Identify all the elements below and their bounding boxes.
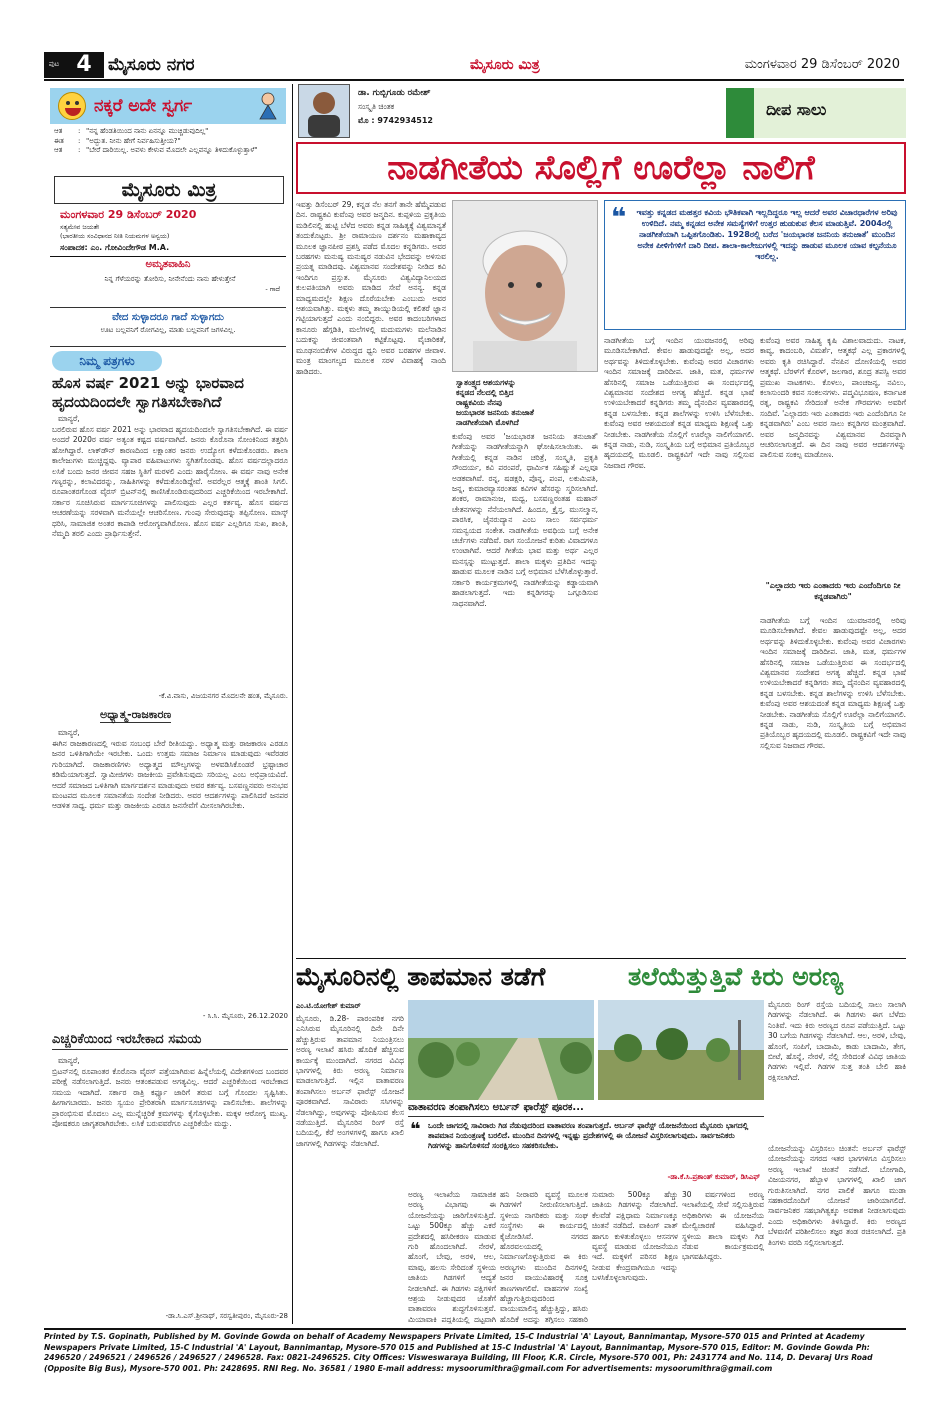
letter3-title: ಎಚ್ಚರಿಕೆಯಿಂದ ಇರಬೇಕಾದ ಸಮಯ: [52, 1032, 288, 1050]
letter2-body: ಈಗಿನ ರಾಜಕಾರಣದಲ್ಲಿ ಇರುವ ಸಂಬಂಧ ಬೇರೆ ರೀತಿಯದ್ದು. ಅಧ್ಯಾತ್ಮ ಮತ್ತು ರಾಜಕಾರಣ ಎರಡೂ ಜನರ ಒಳಿತಿಗಾಗಿಯೇ ಇರಬೇಕು. ಒಂದು ಉತ್ತಮ ಸಮಾಜ ನಿರ್ಮಾಣ ಮಾಡುವುದು ಇವೆರಡರ ಗುರಿಯಾಗಿದೆ. ರಾಜಕಾರಣಿಗಳು ಅಧ್ಯಾತ್ಮದ ಮೌಲ್ಯಗಳನ್ನು ಅಳವಡಿಸಿಕೊಂಡರೆ ಭ್ರಷ್ಟಾಚಾರ ಕಡಿಮೆಯಾಗುತ್ತದೆ. ಸ್ವಾಮೀಜಿಗಳು ರಾಜಕೀಯ ಪ್ರವೇಶಿಸುವುದು ಸರಿಯಲ್ಲ ಎಂಬ ಅಭಿಪ್ರಾಯವಿದೆ. ಆದರೆ ಸಮಾಜದ ಒಳಿತಿಗಾಗಿ ಮಾರ್ಗದರ್ಶನ ಮಾಡುವುದು ಅವರ ಕರ್ತವ್ಯ. ಬಸವಣ್ಣನವರು ಅನುಭವ ಮಂಟಪದ ಮೂಲಕ ಸಮಾನತೆಯ ಸಂದೇಶ ನೀಡಿದರು. ಅವರ ಆದರ್ಶಗಳನ್ನು ಪಾಲಿಸಿದರೆ ಜನಪರ ಆಡಳಿತ ಸಾಧ್ಯ. ಧರ್ಮ ಮತ್ತು ರಾಜಕೀಯ ಎರಡೂ ಜನಸೇವೆಗೆ ಮೀಸಲಾಗಿರಬೇಕು.: [52, 739, 288, 811]
author-role: ಸಂಸ್ಕೃತಿ ಚಿಂತಕ: [358, 102, 395, 111]
poet-photo: [452, 200, 598, 372]
letter3-sign: -ಡಾ.ಸಿ.ಎಸ್.ಶ್ರೀನಾಥ್, ಸರಸ್ವತೀಪುರಂ, ಮೈಸೂರು-28: [165, 1312, 288, 1320]
cartoon-figure-icon: [256, 92, 280, 120]
dialogue-line: ಆತ : "ಬೇರೆ ದಾರಿಯಿಲ್ಲ. ಅವಳು ಕೇಳುವ ಮೊದಲೇ ಎಲ್ಲವನ್ನೂ ತಿಳಿದುಕೊಳ್ಳುತ್ತಾಳೆ": [54, 146, 258, 154]
story3-headline: ತಲೆಯೆತ್ತುತ್ತಿವೆ ಕಿರು ಅರಣ್ಯ: [628, 962, 844, 991]
amrutha-text: ನಿನ್ನ ಗೆಳೆಯರನ್ನು ತೋರಿಸು, ನೀನೇನೆಂದು ನಾನು ಹೇಳುತ್ತೇನೆ: [104, 275, 236, 283]
author-name: ಡಾ. ಗುಬ್ಬಿಗೂಡು ರಮೇಶ್: [358, 88, 431, 98]
page-header: [0, 0, 945, 78]
page-tag: ಪುಟ: [44, 52, 64, 78]
letters-banner: ನಿಮ್ಮ ಪತ್ರಗಳು: [52, 351, 162, 371]
letter1-salute: ಮಾನ್ಯರೆ,: [58, 414, 80, 423]
story2-sub: ವಾತಾವರಣ ತಂಪಾಗಿಸಲು ಅರ್ಬನ್ ಫಾರೆಸ್ಟ್ ಪೂರಕ...: [408, 1102, 584, 1113]
deepa-col4: ಕುವೆಂಪು ಅವರ ಸಾಹಿತ್ಯ ಕೃಷಿ ವಿಶಾಲವಾದುದು. ನಾಟಕ, ಕಾವ್ಯ, ಕಾದಂಬರಿ, ವಿಮರ್ಶೆ, ಆತ್ಮಕಥೆ ಎಲ್ಲ ಪ್ರಕಾರಗಳಲ್ಲಿ ಅವರು ಕೃತಿ ರಚಿಸಿದ್ದಾರೆ. ನೆನಪಿನ ದೋಣಿಯಲ್ಲಿ ಅವರ ಆತ್ಮಕಥೆ. ಬೆರಳ್‌ಗೆ ಕೊರಳ್, ಜಲಗಾರ, ಶೂದ್ರ ತಪಸ್ವಿ ಅವರ ಪ್ರಮುಖ ನಾಟಕಗಳು. ಕೊಳಲು, ಪಾಂಚಜನ್ಯ, ನವಿಲು, ಕಲಾಸುಂದರಿ ಕವನ ಸಂಕಲನಗಳು. ಪದ್ಮವಿಭೂಷಣ, ಕರ್ನಾಟಕ ರತ್ನ, ರಾಷ್ಟ್ರಕವಿ ಸೇರಿದಂತೆ ಅನೇಕ ಗೌರವಗಳು ಅವರಿಗೆ ಸಂದಿವೆ. 'ಎಲ್ಲಾದರು ಇರು ಎಂತಾದರು ಇರು ಎಂದೆಂದಿಗೂ ನೀ ಕನ್ನಡವಾಗಿರು' ಎಂಬ ಅವರ ಸಾಲು ಕನ್ನಡಿಗರ ಮಂತ್ರವಾಗಿದೆ. ಅವರ ಜನ್ಮದಿನವನ್ನು ವಿಶ್ವಮಾನವ ದಿನವನ್ನಾಗಿ ಆಚರಿಸಲಾಗುತ್ತದೆ. ಈ ದಿನ ನಾವು ಅವರ ಆದರ್ಶಗಳನ್ನು ಪಾಲಿಸುವ ಸಂಕಲ್ಪ ಮಾಡೋಣ.: [760, 336, 906, 460]
laughing-face-icon: [58, 92, 86, 120]
letter3-body: ಬ್ರಿಟನ್‌ನಲ್ಲಿ ರೂಪಾಂತರ ಕೊರೊನಾ ವೈರಸ್ ಪತ್ತೆಯಾಗಿರುವ ಹಿನ್ನೆಲೆಯಲ್ಲಿ ವಿದೇಶಗಳಿಂದ ಬಂದವರ ಪರೀಕ್ಷೆ ನಡೆಸಲಾಗುತ್ತಿದೆ. ಜನರು ಆತಂಕಪಡುವ ಅಗತ್ಯವಿಲ್ಲ. ಆದರೆ ಎಚ್ಚರಿಕೆಯಿಂದ ಇರಬೇಕಾದ ಸಮಯ ಇದಾಗಿದೆ. ಸರ್ಕಾರ ರಾತ್ರಿ ಕರ್ಫ್ಯೂ ಜಾರಿಗೆ ತರುವ ಬಗ್ಗೆ ಗೊಂದಲ ಸೃಷ್ಟಿಸಿತು. ಹೀಗಾಗಬಾರದು. ಜನರು ಸ್ವಯಂ ಪ್ರೇರಿತರಾಗಿ ಮಾರ್ಗಸೂಚಿಗಳನ್ನು ಪಾಲಿಸಬೇಕು. ಶಾಲೆಗಳನ್ನು ಪ್ರಾರಂಭಿಸುವ ಮೊದಲು ಎಲ್ಲ ಮುನ್ನೆಚ್ಚರಿಕೆ ಕ್ರಮಗಳನ್ನು ಕೈಗೊಳ್ಳಬೇಕು. ಮಕ್ಕಳ ಆರೋಗ್ಯ ಮುಖ್ಯ. ಪೋಷಕರೂ ಜಾಗೃತರಾಗಿರಬೇಕು. ಲಸಿಕೆ ಬರುವವರೆಗೂ ಎಚ್ಚರಿಕೆಯೇ ಮದ್ದು.: [52, 1067, 288, 1129]
letter1-title: ಹೊಸ ವರ್ಷ 2021 ಅನ್ನು ಭಾರವಾದ ಹೃದಯದಿಂದಲೇ ಸ್ವಾಗತಿಸಬೇಕಾಗಿದೆ: [52, 374, 244, 411]
letter3-salute: ಮಾನ್ಯರೆ,: [58, 1056, 80, 1065]
story2-col2: ಅರಣ್ಯ ಇಲಾಖೆಯ ಸಾಮಾಜಿಕ ಅರಣ್ಯ ವಿಭಾಗವು ಈ ಯೋಜನೆಯನ್ನು ಜಾರಿಗೊಳಿಸುತ್ತಿದೆ. ಒಟ್ಟು 500ಕ್ಕೂ ಹೆಚ್ಚು ಎಕರೆ ಪ್ರದೇಶದಲ್ಲಿ ಹಸಿರೀಕರಣ ಮಾಡುವ ಗುರಿ ಹೊಂದಲಾಗಿದೆ. ನೇರಳೆ, ಹೊಂಗೆ, ಬೇವು, ಅರಳಿ, ಆಲ, ಮಾವು, ಹಲಸು ಸೇರಿದಂತೆ ಸ್ಥಳೀಯ ಜಾತಿಯ ಗಿಡಗಳಿಗೆ ಆದ್ಯತೆ ನೀಡಲಾಗಿದೆ. ಈ ಗಿಡಗಳು ಪಕ್ಷಿಗಳಿಗೆ ಆಶ್ರಯ ನೀಡುವುದರ ಜೊತೆಗೆ ವಾತಾವರಣ ಶುದ್ಧಗೊಳಿಸುತ್ತವೆ. ಮಿಯಾವಾಕಿ ಪದ್ಧತಿಯಲ್ಲಿ ದಟ್ಟವಾಗಿ: [408, 1190, 496, 1324]
author-photo: [298, 84, 350, 138]
quote-mark-icon: ❝: [611, 203, 627, 233]
letter2-salute: ಮಾನ್ಯರೆ,: [58, 728, 80, 737]
poet-caption: ಸ್ವಾತಂತ್ರ್ಯದ ಆಶಯಗಳನ್ನು ಕನ್ನಡದ ನೆಲದಲ್ಲಿ ಬಿತ್ತಿದ ರಾಷ್ಟ್ರಕವಿಯ ನೆನಪು ಜಯಭಾರತ ಜನನಿಯ ತನುಜಾತೆ ನಾಡಗೀತೆಯಾಗಿ ಮೊಳಗಿದೆ: [456, 378, 534, 427]
deepa-col3: ನಾಡಗೀತೆಯ ಬಗ್ಗೆ ಇಂದಿನ ಯುವಜನರಲ್ಲಿ ಅರಿವು ಮೂಡಿಸಬೇಕಾಗಿದೆ. ಕೇವಲ ಹಾಡುವುದಷ್ಟೇ ಅಲ್ಲ, ಅದರ ಅರ್ಥವನ್ನು ತಿಳಿದುಕೊಳ್ಳಬೇಕು. ಕುವೆಂಪು ಅವರ ವಿಚಾರಗಳು ಇಂದಿನ ಸಮಾಜಕ್ಕೆ ದಾರಿದೀಪ. ಜಾತಿ, ಮತ, ಧರ್ಮಗಳ ಹೆಸರಿನಲ್ಲಿ ಸಮಾಜ ಒಡೆಯುತ್ತಿರುವ ಈ ಸಂದರ್ಭದಲ್ಲಿ ವಿಶ್ವಮಾನವ ಸಂದೇಶದ ಅಗತ್ಯ ಹೆಚ್ಚಿದೆ. ಕನ್ನಡ ಭಾಷೆ ಉಳಿಯಬೇಕಾದರೆ ಕನ್ನಡಿಗರು ತಮ್ಮ ದೈನಂದಿನ ವ್ಯವಹಾರದಲ್ಲಿ ಕನ್ನಡ ಬಳಸಬೇಕು. ಕನ್ನಡ ಶಾಲೆಗಳನ್ನು ಉಳಿಸಿ ಬೆಳೆಸಬೇಕು. ಕುವೆಂಪು ಅವರ ಆಶಯದಂತೆ ಕನ್ನಡ ಮಾಧ್ಯಮ ಶಿಕ್ಷಣಕ್ಕೆ ಒತ್ತು ನೀಡಬೇಕು. ನಾಡಗೀತೆಯ ಸೊಲ್ಲಿಗೆ ಊರೆಲ್ಲಾ ನಾಲಿಗೆಯಾಗಲಿ. ಕನ್ನಡ ನಾಡು, ನುಡಿ, ಸಂಸ್ಕೃತಿಯ ಬಗ್ಗೆ ಅಭಿಮಾನ ಪ್ರತಿಯೊಬ್ಬರ ಹೃದಯದಲ್ಲಿ ಮೂಡಲಿ. ರಾಷ್ಟ್ರಕವಿಗೆ ಇದೇ ನಾವು ಸಲ್ಲಿಸುವ ನಿಜವಾದ ಗೌರವ.: [604, 336, 754, 470]
story2-headline: ಮೈಸೂರಿನಲ್ಲಿ ತಾಪಮಾನ ತಡೆಗೆ: [296, 962, 546, 991]
veda-title: ವೇದ ಸುಳ್ಳಾದರೂ ಗಾದೆ ಸುಳ್ಳಾಗದು: [112, 312, 224, 323]
quote-mark-icon: ❝: [410, 1119, 421, 1140]
amrutha-title: ಅಮೃತವಾಹಿನಿ: [145, 259, 191, 270]
dialogue-line: ಆತ : "ನನ್ನ ಹೆಂಡತಿಯಿಂದ ನಾನು ಏನನ್ನೂ ಮುಚ್ಚಿಡುವುದಿಲ್ಲ": [54, 127, 209, 135]
nakkare-banner: [50, 88, 286, 124]
story2-col1: ಮೈಸೂರು, ಡಿ.28- ಪಾರಂಪರಿಕ ನಗರಿ ಎನಿಸಿರುವ ಮೈಸೂರಿನಲ್ಲಿ ದಿನೇ ದಿನೇ ಹೆಚ್ಚುತ್ತಿರುವ ತಾಪಮಾನ ನಿಯಂತ್ರಿಸಲು ಅರಣ್ಯ ಇಲಾಖೆ ಹಸಿರು ಹೊದಿಕೆ ಹೆಚ್ಚಿಸುವ ಕಾರ್ಯಕ್ಕೆ ಮುಂದಾಗಿದೆ. ನಗರದ ವಿವಿಧ ಭಾಗಗಳಲ್ಲಿ ಕಿರು ಅರಣ್ಯ ನಿರ್ಮಾಣ ಮಾಡಲಾಗುತ್ತಿದೆ. ಇಲ್ಲಿನ ವಾತಾವರಣ ತಂಪಾಗಿಸಲು ಅರ್ಬನ್ ಫಾರೆಸ್ಟ್ ಯೋಜನೆ ಪೂರಕವಾಗಿದೆ. ಸಾವಿರಾರು ಸಸಿಗಳನ್ನು ನೆಡಲಾಗಿದ್ದು, ಅವುಗಳನ್ನು ಪೋಷಿಸುವ ಕೆಲಸ ನಡೆಯುತ್ತಿದೆ. ಮೈಸೂರಿನ ರಿಂಗ್ ರಸ್ತೆ ಬದಿಯಲ್ಲಿ, ಕೆರೆ ಅಂಗಳಗಳಲ್ಲಿ ಹಾಗೂ ಖಾಲಿ ಜಾಗಗಳಲ್ಲಿ ಗಿಡಗಳನ್ನು ನೆಡಲಾಗಿದೆ.: [296, 1014, 404, 1148]
author-phone: ಮೊ : 9742934512: [358, 116, 433, 125]
veda-text: ಊಟ ಬಲ್ಲವನಿಗೆ ರೋಗವಿಲ್ಲ, ಮಾತು ಬಲ್ಲವನಿಗೆ ಜಗಳವಿಲ್ಲ.: [100, 326, 236, 334]
nakkare-title: ನಕ್ಕರೆ ಅದೇ ಸ್ವರ್ಗ: [94, 96, 193, 116]
dialogue-line: ಈತ : "ಅದ್ಭುತ. ನೀನು ಹೇಗೆ ನಿರ್ವಹಿಸುತ್ತೀಯ?": [54, 136, 181, 145]
header-date: ಮಂಗಳವಾರ 29 ಡಿಸೆಂಬರ್ 2020: [744, 57, 900, 72]
amrutha-attribution: - ಗಾದೆ: [265, 285, 280, 293]
story2-col5: ಸುಮಾರು 500ಕ್ಕೂ ಹೆಚ್ಚು ಜಾತಿಯ ಗಿಡಗಳನ್ನು ನೆಡಲಾಗಿದೆ. ಕೆಲವೆಡೆ ಪಕ್ಷಿಧಾಮ ನಿರ್ಮಾಣಕ್ಕೂ ಚಿಂತನೆ ನಡೆದಿದೆ. ವಾಕಿಂಗ್ ಪಾತ್ ಹಾಗೂ ಕುಳಿತುಕೊಳ್ಳಲು ಆಸನಗಳ ವ್ಯವಸ್ಥೆ ಮಾಡುವ ಯೋಜನೆಯೂ ಇದೆ. ಮಕ್ಕಳಿಗೆ ಪರಿಸರ ಶಿಕ್ಷಣ ನೀಡುವ ಕೇಂದ್ರವಾಗಿಯೂ ಇದನ್ನು ಬಳಸಿಕೊಳ್ಳಲಾಗುವುದು.: [592, 1190, 678, 1283]
lamp-icon: [726, 88, 754, 138]
column-banner: ದೀಪ ಸಾಲು: [726, 88, 906, 138]
nakkare-dialogue: [54, 127, 284, 156]
story2-quote: ❝ ಒಂದೇ ಜಾಗದಲ್ಲಿ ಸಾವಿರಾರು ಗಿಡ ನೆಡುವುದರಿಂದ ವಾತಾವರಣ ತಂಪಾಗುತ್ತದೆ. ಅರ್ಬನ್ ಫಾರೆಸ್ಟ್ ಯೋಜನೆಯಿಂದ ಮೈಸೂರು ಭಾಗದಲ್ಲಿ ತಾಪಮಾನ ನಿಯಂತ್ರಣಕ್ಕೆ ಬರಲಿದೆ. ಮುಂದಿನ ದಿನಗಳಲ್ಲಿ ಇನ್ನಷ್ಟು ಪ್ರದೇಶಗಳಲ್ಲಿ ಈ ಯೋಜನೆ ವಿಸ್ತರಿಸಲಾಗುವುದು. ಸಾರ್ವಜನಿಕರು ಗಿಡಗಳನ್ನು ಹಾನಿಗೊಳಿಸದೆ ಸಂರಕ್ಷಿಸಲು ಸಹಕರಿಸಬೇಕು. -ಡಾ.ಕೆ.ಸಿ.ಪ್ರಶಾಂತ್ ಕುಮಾರ್, ಡಿಸಿಎಫ್: [408, 1116, 764, 1186]
forest-photo: [598, 1000, 764, 1100]
letter1-body: ಬರಲಿರುವ ಹೊಸ ವರ್ಷ 2021 ಅನ್ನು ಭಾರವಾದ ಹೃದಯದಿಂದಲೇ ಸ್ವಾಗತಿಸಬೇಕಾಗಿದೆ. ಈ ವರ್ಷ ಅಂದರೆ 2020ರ ವರ್ಷ ಅತ್ಯಂತ ಕಷ್ಟದ ವರ್ಷವಾಗಿದೆ. ಜನರು ಕೊರೊನಾ ಸೋಂಕಿನಿಂದ ತತ್ತರಿಸಿ ಹೋಗಿದ್ದಾರೆ. ಲಾಕ್‌ಡೌನ್ ಕಾರಣದಿಂದ ಲಕ್ಷಾಂತರ ಜನರು ಉದ್ಯೋಗ ಕಳೆದುಕೊಂಡರು. ಶಾಲಾ ಕಾಲೇಜುಗಳು ಮುಚ್ಚಿದ್ದವು. ವ್ಯಾಪಾರ ವಹಿವಾಟುಗಳು ಸ್ಥಗಿತಗೊಂಡವು. ಹೊಸ ವರ್ಷದಲ್ಲಾದರೂ ಲಸಿಕೆ ಬಂದು ಜನರ ಜೀವನ ಸಹಜ ಸ್ಥಿತಿಗೆ ಮರಳಲಿ ಎಂದು ಹಾರೈಸೋಣ. ಈ ವರ್ಷ ನಾವು ಅನೇಕ ಗಣ್ಯರನ್ನು, ಕಲಾವಿದರನ್ನು, ಸಾಹಿತಿಗಳನ್ನು ಕಳೆದುಕೊಂಡಿದ್ದೇವೆ. ಅವರೆಲ್ಲರ ಆತ್ಮಕ್ಕೆ ಶಾಂತಿ ಸಿಗಲಿ. ರೂಪಾಂತರಗೊಂಡ ವೈರಸ್ ಬ್ರಿಟನ್‌ನಲ್ಲಿ ಕಾಣಿಸಿಕೊಂಡಿರುವುದರಿಂದ ಎಚ್ಚರಿಕೆಯಿಂದ ಇರಬೇಕಾಗಿದೆ. ಸರ್ಕಾರ ಸೂಚಿಸಿರುವ ಮಾರ್ಗಸೂಚಿಗಳನ್ನು ಪಾಲಿಸುವುದು ಎಲ್ಲರ ಕರ್ತವ್ಯ. ಹೊಸ ವರ್ಷದ ಆಚರಣೆಯನ್ನು ಸರಳವಾಗಿ ಮನೆಯಲ್ಲೇ ಆಚರಿಸೋಣ. ಗುಂಪು ಸೇರುವುದನ್ನು ತಪ್ಪಿಸೋಣ. ಮಾಸ್ಕ್ ಧರಿಸಿ, ಸಾಮಾಜಿಕ ಅಂತರ ಕಾಪಾಡಿ ಆರೋಗ್ಯವಾಗಿರೋಣ. ಹೊಸ ವರ್ಷ ಎಲ್ಲರಿಗೂ ಸುಖ, ಶಾಂತಿ, ನೆಮ್ಮದಿ ತರಲಿ ಎಂದು ಪ್ರಾರ್ಥಿಸುತ್ತೇನೆ.: [52, 425, 288, 539]
page-number: 4: [64, 52, 104, 78]
masthead: ಮೈಸೂರು ಮಿತ್ರ: [470, 57, 540, 73]
letter1-sign: -ಕೆ.ವಿ.ವಾಸು, ವಿಜಯನಗರ ಮೊದಲನೇ ಹಂತ, ಮೈಸೂರು.: [158, 692, 288, 700]
header-rule: [44, 79, 904, 81]
brand-logo: ಮೈಸೂರು ಮಿತ್ರ: [54, 176, 284, 204]
story3-col2: ಯೋಜನೆಯನ್ನು ವಿಸ್ತರಿಸಲು ಚಿಂತನೆ: ಅರ್ಬನ್ ಫಾರೆಸ್ಟ್ ಯೋಜನೆಯನ್ನು ನಗರದ ಇತರ ಭಾಗಗಳಿಗೂ ವಿಸ್ತರಿಸಲು ಅರಣ್ಯ ಇಲಾಖೆ ಚಿಂತನೆ ನಡೆಸಿದೆ. ಬೋಗಾದಿ, ವಿಜಯನಗರ, ಹೆಬ್ಬಾಳ ಭಾಗಗಳಲ್ಲಿ ಖಾಲಿ ಜಾಗ ಗುರುತಿಸಲಾಗಿದೆ. ನಗರ ಪಾಲಿಕೆ ಹಾಗೂ ಮುಡಾ ಸಹಕಾರದೊಂದಿಗೆ ಯೋಜನೆ ಜಾರಿಯಾಗಲಿದೆ. ಸಾರ್ವಜನಿಕರ ಸಹಭಾಗಿತ್ವಕ್ಕೂ ಅವಕಾಶ ನೀಡಲಾಗುವುದು ಎಂದು ಅಧಿಕಾರಿಗಳು ತಿಳಿಸಿದ್ದಾರೆ. ಕಿರು ಅರಣ್ಯದ ಬೆಳವಣಿಗೆ ಪರಿಶೀಲಿಸಲು ತಜ್ಞರ ತಂಡ ರಚಿಸಲಾಗಿದೆ. ಪ್ರತಿ ತಿಂಗಳು ವರದಿ ಸಲ್ಲಿಸಲಾಗುತ್ತದೆ.: [768, 1144, 906, 1247]
deepa-col4b: ನಾಡಗೀತೆಯ ಬಗ್ಗೆ ಇಂದಿನ ಯುವಜನರಲ್ಲಿ ಅರಿವು ಮೂಡಿಸಬೇಕಾಗಿದೆ. ಕೇವಲ ಹಾಡುವುದಷ್ಟೇ ಅಲ್ಲ, ಅದರ ಅರ್ಥವನ್ನು ತಿಳಿದುಕೊಳ್ಳಬೇಕು. ಕುವೆಂಪು ಅವರ ವಿಚಾರಗಳು ಇಂದಿನ ಸಮಾಜಕ್ಕೆ ದಾರಿದೀಪ. ಜಾತಿ, ಮತ, ಧರ್ಮಗಳ ಹೆಸರಿನಲ್ಲಿ ಸಮಾಜ ಒಡೆಯುತ್ತಿರುವ ಈ ಸಂದರ್ಭದಲ್ಲಿ ವಿಶ್ವಮಾನವ ಸಂದೇಶದ ಅಗತ್ಯ ಹೆಚ್ಚಿದೆ. ಕನ್ನಡ ಭಾಷೆ ಉಳಿಯಬೇಕಾದರೆ ಕನ್ನಡಿಗರು ತಮ್ಮ ದೈನಂದಿನ ವ್ಯವಹಾರದಲ್ಲಿ ಕನ್ನಡ ಬಳಸಬೇಕು. ಕನ್ನಡ ಶಾಲೆಗಳನ್ನು ಉಳಿಸಿ ಬೆಳೆಸಬೇಕು. ಕುವೆಂಪು ಅವರ ಆಶಯದಂತೆ ಕನ್ನಡ ಮಾಧ್ಯಮ ಶಿಕ್ಷಣಕ್ಕೆ ಒತ್ತು ನೀಡಬೇಕು. ನಾಡಗೀತೆಯ ಸೊಲ್ಲಿಗೆ ಊರೆಲ್ಲಾ ನಾಲಿಗೆಯಾಗಲಿ. ಕನ್ನಡ ನಾಡು, ನುಡಿ, ಸಂಸ್ಕೃತಿಯ ಬಗ್ಗೆ ಅಭಿಮಾನ ಪ್ರತಿಯೊಬ್ಬರ ಹೃದಯದಲ್ಲಿ ಮೂಡಲಿ. ರಾಷ್ಟ್ರಕವಿಗೆ ಇದೇ ನಾವು ಸಲ್ಲಿಸುವ ನಿಜವಾದ ಗೌರವ.: [760, 616, 906, 750]
brand-editor: ಸಂಪಾದಕ: ಎಂ. ಗೋವಿಂದೇಗೌಡ M.A.: [60, 243, 170, 252]
deepa-subhead: "ಎಲ್ಲಾದರು ಇರು ಎಂತಾದರು ಇರು ಎಂದೆಂದಿಗೂ ನೀ ಕನ್ನಡವಾಗಿರು": [765, 581, 901, 601]
imprint-line: Printed by T.S. Gopinath, Published by M. Govinde Gowda on behalf of Academy Newspapers Private Limited, 15-C Industrial 'A' Layout, Bannimantap, Mysore-570 015 and Printed at Academy Newspapers Private Limited, 15-C Industrial 'A' Layout, Bannimantap, Mysore-570 015 and Published at 15-C Industrial 'A' Layout, Bannimantap, Mysore-570 015, Editor: M. Govinde Gowda Ph: 2496520 / 2496521 / 2496526 / 2496527 / 2496528. Fax: 0821-2496525. City Offices: Visweswaraya Building, III Floor, K.R. Circle, Mysore-570 001, Ph: 2431774 and No. 114, D. Devaraj Urs Road (Opposite Big Bus), Mysore-570 001. Ph: 2428695. RNI Reg. No. 36581 / 1980 E-mail address: mysoorumithra@gmail.com For advertisements: mysoorumithra@gmail.com: [44, 1332, 873, 1373]
story2-col3: ಹನಿ ನೀರಾವರಿ ವ್ಯವಸ್ಥೆ ಮೂಲಕ ಗಿಡಗಳಿಗೆ ನೀರುಣಿಸಲಾಗುತ್ತಿದೆ. ಸ್ಥಳೀಯ ನಾಗರಿಕರು ಮತ್ತು ಸಂಘ ಸಂಸ್ಥೆಗಳು ಈ ಕಾರ್ಯದಲ್ಲಿ ಕೈಜೋಡಿಸಿವೆ. ನಗರದ ಹೊರವಲಯದಲ್ಲಿ ನಿರ್ಮಾಣಗೊಳ್ಳುತ್ತಿರುವ ಈ ಕಿರು ಅರಣ್ಯಗಳು ಮುಂದಿನ ದಿನಗಳಲ್ಲಿ ಜನರ ವಾಯುವಿಹಾರಕ್ಕೆ ಸೂಕ್ತ ತಾಣಗಳಾಗಲಿವೆ. ವಾಹನಗಳ ಸಂಖ್ಯೆ ಹೆಚ್ಚಾಗುತ್ತಿರುವುದರಿಂದ ವಾಯುಮಾಲಿನ್ಯ ಹೆಚ್ಚುತ್ತಿದ್ದು, ಹಸಿರು ಹೊದಿಕೆ ಅದನ್ನು ತಗ್ಗಿಸಲು ಸಹಕಾರಿ: [500, 1190, 588, 1324]
deepa-quote: ❝ ಇವತ್ತು ಕನ್ನಡದ ಮಹತ್ತರ ಕವಿಯ ಭೌತಿಕವಾಗಿ ಇಲ್ಲದಿದ್ದರೂ ಇಲ್ಲ ಆದರೆ ಅವರ ವಿಚಾರಧಾರೆಗಳ ಅರಿವು ಉಳಿದಿದೆ. ನಮ್ಮ ಕನ್ನಡದ ಅನೇಕ ಸಮಸ್ಯೆಗಳಿಗೆ ಉತ್ತರ ಹುಡುಕುವ ಕೆಲಸ ಮಾಡುತ್ತಿವೆ. 2004ರಲ್ಲಿ ನಾಡಗೀತೆಯಾಗಿ ಒಪ್ಪಿತಗೊಂಡಿತು. 1928ರಲ್ಲಿ ಬರೆದ 'ಜಯಭಾರತ ಜನನಿಯ ತನುಜಾತೆ' ಮುಂದಿನ ಅನೇಕ ಪೀಳಿಗೆಗಳಿಗೆ ದಾರಿ ದೀಪ. ಶಾಲಾ-ಕಾಲೇಜುಗಳಲ್ಲಿ ಇದನ್ನು ಹಾಡುವ ಮೂಲಕ ಯಾವ ಕಲ್ಪನೆಯೂ ಇರಲಿಲ್ಲ.: [604, 200, 906, 330]
deepa-headline: ನಾಡಗೀತೆಯ ಸೊಲ್ಲಿಗೆ ಊರೆಲ್ಲಾ ನಾಲಿಗೆ: [296, 142, 906, 194]
veda-box: [50, 307, 286, 347]
story3-col1: ಮೈಸೂರು ರಿಂಗ್ ರಸ್ತೆಯ ಬದಿಯಲ್ಲಿ ಸಾಲು ಸಾಲಾಗಿ ಗಿಡಗಳನ್ನು ನೆಡಲಾಗಿದೆ. ಈ ಗಿಡಗಳು ಈಗ ಬೆಳೆದು ನಿಂತಿವೆ. ಇದು ಕಿರು ಅರಣ್ಯದ ರೂಪ ಪಡೆಯುತ್ತಿದೆ. ಒಟ್ಟು 30 ಬಗೆಯ ಗಿಡಗಳನ್ನು ನೆಡಲಾಗಿದೆ. ಆಲ, ಅರಳಿ, ಬೇವು, ಹೊಂಗೆ, ಸಂಪಿಗೆ, ಬಾದಾಮಿ, ಕಾಡು ಬಾದಾಮಿ, ತೇಗ, ಬೀಟೆ, ಹೊನ್ನೆ, ನೇರಳೆ, ನೆಲ್ಲಿ ಸೇರಿದಂತೆ ವಿವಿಧ ಜಾತಿಯ ಗಿಡಗಳು ಇಲ್ಲಿವೆ. ಗಿಡಗಳ ಸುತ್ತ ತಂತಿ ಬೇಲಿ ಹಾಕಿ ರಕ್ಷಿಸಲಾಗಿದೆ.: [768, 1000, 906, 1082]
brand-subline: (ಭಾರತೀಯ ಸಂವಿಧಾನದ ನೀತಿ ನಿಯಮಗಳ ಅನ್ವಯ): [60, 232, 170, 240]
column-divider: [292, 84, 293, 1324]
letter2-sign: - ಸಿ.ಸಿ. ಮೈಸೂರು, 26.12.2020: [202, 1012, 288, 1020]
section-title: ಮೈಸೂರು ನಗರ: [108, 55, 195, 75]
letter2-title: ಅಧ್ಯಾತ್ಮ-ರಾಜಕಾರಣ: [100, 708, 172, 721]
brand-date: ಮಂಗಳವಾರ 29 ಡಿಸೆಂಬರ್ 2020: [60, 208, 197, 221]
ring-road-photo: [408, 1000, 594, 1100]
story2-col6: 30 ವರ್ಷಗಳಿಂದ ಅರಣ್ಯ ಇಲಾಖೆಯಲ್ಲಿ ಸೇವೆ ಸಲ್ಲಿಸುತ್ತಿರುವ ಅಧಿಕಾರಿಗಳು ಈ ಯೋಜನೆಯ ಮೇಲ್ವಿಚಾರಣೆ ವಹಿಸಿದ್ದಾರೆ. ಸ್ಥಳೀಯ ಶಾಲಾ ಮಕ್ಕಳು ಗಿಡ ನೆಡುವ ಕಾರ್ಯಕ್ರಮದಲ್ಲಿ ಭಾಗವಹಿಸಿದ್ದರು.: [682, 1190, 764, 1262]
brand-motto: ಸತ್ಯಮೇವ ಜಯತೇ: [60, 223, 100, 231]
deepa-col1: ಇವತ್ತು ಡಿಸೆಂಬರ್ 29, ಕನ್ನಡ ನೆಲ ತನಗೆ ತಾನೇ ಹೆಮ್ಮೆಪಡುವ ದಿನ. ರಾಷ್ಟ್ರಕವಿ ಕುವೆಂಪು ಅವರ ಜನ್ಮದಿನ. ಕುಪ್ಪಳಿಯ ಪ್ರಕೃತಿಯ ಮಡಿಲಿನಲ್ಲಿ ಹುಟ್ಟಿ ಬೆಳೆದ ಅವರು ಕನ್ನಡ ಸಾಹಿತ್ಯಕ್ಕೆ ವಿಶ್ವಮಾನ್ಯತೆ ತಂದುಕೊಟ್ಟರು. ಶ್ರೀ ರಾಮಾಯಣ ದರ್ಶನಂ ಮಹಾಕಾವ್ಯದ ಮೂಲಕ ಜ್ಞಾನಪೀಠ ಪ್ರಶಸ್ತಿ ಪಡೆದ ಮೊದಲ ಕನ್ನಡಿಗರು. ಅವರ ಬರಹಗಳು ಮನುಷ್ಯ ಮನುಷ್ಯರ ನಡುವಿನ ಭೇದವನ್ನು ಅಳಿಸುವ ಪ್ರಯತ್ನ ಮಾಡಿದವು. ವಿಶ್ವಮಾನವ ಸಂದೇಶವನ್ನು ನೀಡಿದ ಕವಿ ಇಂದಿಗೂ ಪ್ರಸ್ತುತ. ಮೈಸೂರು ವಿಶ್ವವಿದ್ಯಾನಿಲಯದ ಕುಲಪತಿಯಾಗಿ ಅವರು ಮಾಡಿದ ಸೇವೆ ಅನನ್ಯ. ಕನ್ನಡ ಮಾಧ್ಯಮದಲ್ಲೇ ಶಿಕ್ಷಣ ದೊರೆಯಬೇಕು ಎಂಬುದು ಅವರ ಆಶಯವಾಗಿತ್ತು. ಮಕ್ಕಳು ತಮ್ಮ ತಾಯ್ನುಡಿಯಲ್ಲಿ ಕಲಿತರೆ ಜ್ಞಾನ ಗಟ್ಟಿಯಾಗುತ್ತದೆ ಎಂದು ನಂಬಿದ್ದರು. ಅವರ ಕಾದಂಬರಿಗಳಾದ ಕಾನೂರು ಹೆಗ್ಗಡಿತಿ, ಮಲೆಗಳಲ್ಲಿ ಮದುಮಗಳು ಮಲೆನಾಡಿನ ಬದುಕನ್ನು ಜೀವಂತವಾಗಿ ಕಟ್ಟಿಕೊಟ್ಟವು. ವೈಚಾರಿಕತೆ, ಮೂಢನಂಬಿಕೆಗಳ ವಿರುದ್ಧದ ಧ್ವನಿ ಅವರ ಬರಹಗಳ ಜೀವಾಳ. ಮಂತ್ರ ಮಾಂಗಲ್ಯದ ಮೂಲಕ ಸರಳ ವಿವಾಹಕ್ಕೆ ನಾಂದಿ ಹಾಡಿದರು.: [296, 200, 446, 376]
story2-byline: ಎಂ.ಟಿ.ಯೋಗೇಶ್ ಕುಮಾರ್: [296, 1002, 361, 1010]
deepa-col2: ಕುವೆಂಪು ಅವರ 'ಜಯಭಾರತ ಜನನಿಯ ತನುಜಾತೆ' ಗೀತೆಯನ್ನು ನಾಡಗೀತೆಯನ್ನಾಗಿ ಘೋಷಿಸಲಾಯಿತು. ಈ ಗೀತೆಯಲ್ಲಿ ಕನ್ನಡ ನಾಡಿನ ಚರಿತ್ರೆ, ಸಂಸ್ಕೃತಿ, ಪ್ರಕೃತಿ ಸೌಂದರ್ಯ, ಕವಿ ಪರಂಪರೆ, ಧಾರ್ಮಿಕ ಸಹಿಷ್ಣುತೆ ಎಲ್ಲವೂ ಅಡಕವಾಗಿವೆ. ರನ್ನ, ಷಡಕ್ಷರಿ, ಪೊನ್ನ, ಪಂಪ, ಲಕುಮಿಪತಿ, ಜನ್ನ, ಕುಮಾರವ್ಯಾಸರಂತಹ ಕವಿಗಳ ಹೆಸರನ್ನು ಸ್ಮರಿಸಲಾಗಿದೆ. ಶಂಕರ, ರಾಮಾನುಜ, ಮಧ್ವ, ಬಸವಣ್ಣರಂತಹ ಮಹಾನ್ ಚೇತನಗಳನ್ನು ನೆನೆಯಲಾಗಿದೆ. ಹಿಂದೂ, ಕ್ರೈಸ್ತ, ಮುಸಲ್ಮಾನ, ಪಾರಸಿಕ, ಜೈನರುದ್ಯಾನ ಎಂಬ ಸಾಲು ಸರ್ವಧರ್ಮ ಸಮನ್ವಯದ ಸಂಕೇತ. ನಾಡಗೀತೆಯ ಅವಧಿಯ ಬಗ್ಗೆ ಅನೇಕ ಚರ್ಚೆಗಳು ನಡೆದಿವೆ. ರಾಗ ಸಂಯೋಜನೆ ಕುರಿತು ವಿವಾದಗಳೂ ಉಂಟಾಗಿವೆ. ಆದರೆ ಗೀತೆಯ ಭಾವ ಮತ್ತು ಅರ್ಥ ಎಲ್ಲರ ಮನಸ್ಸನ್ನು ಮುಟ್ಟುತ್ತದೆ. ಶಾಲಾ ಮಕ್ಕಳು ಪ್ರತಿದಿನ ಇದನ್ನು ಹಾಡುವ ಮೂಲಕ ನಾಡಿನ ಬಗ್ಗೆ ಅಭಿಮಾನ ಬೆಳೆಸಿಕೊಳ್ಳುತ್ತಾರೆ. ಸರ್ಕಾರಿ ಕಾರ್ಯಕ್ರಮಗಳಲ್ಲಿ ನಾಡಗೀತೆಯನ್ನು ಕಡ್ಡಾಯವಾಗಿ ಹಾಡಲಾಗುತ್ತದೆ. ಇದು ಕನ್ನಡಿಗರನ್ನು ಒಗ್ಗೂಡಿಸುವ ಸಾಧನವಾಗಿದೆ.: [452, 432, 598, 608]
